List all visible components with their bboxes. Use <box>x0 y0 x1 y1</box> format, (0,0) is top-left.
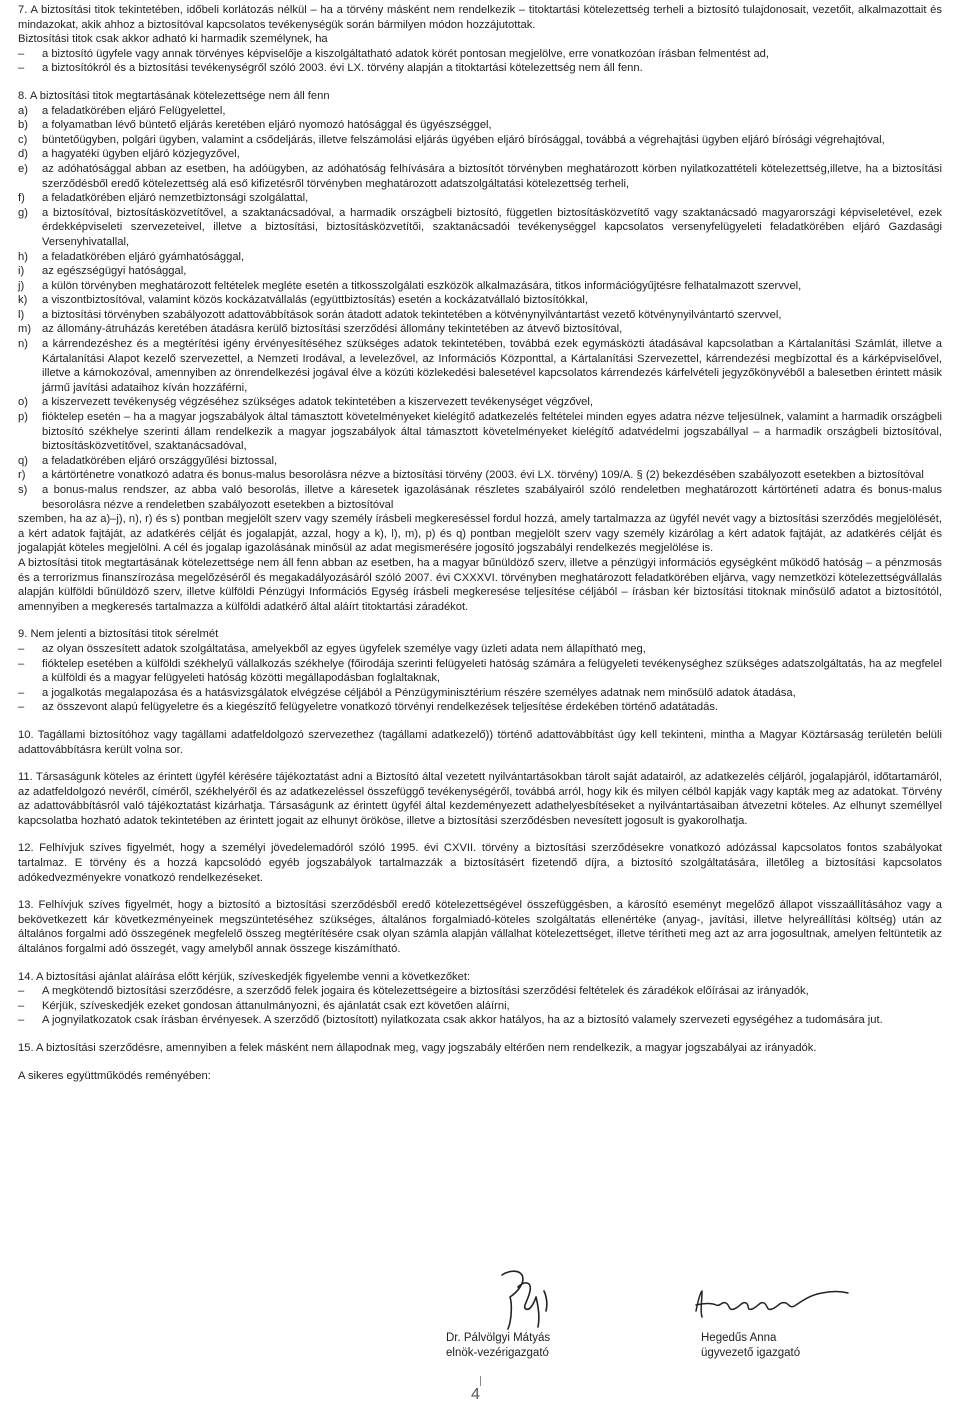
signature-area <box>0 1257 924 1367</box>
signature-1-image <box>488 1263 568 1333</box>
section-9-title: 9. Nem jelenti a biztosítási titok sérelmét <box>18 628 219 641</box>
section-11: 11. Társaságunk köteles az érintett ügyfél kérésére tájékoztatást adni a Biztosító által vezetett nyilvántartásokban tárolt saját adatairól, az adatkezelés céljáról, jogalapjáról, időtartamáról, az adatfeldolgozó nevéről, címéről, székhelyéről és az adatkezeléssel összefüggő tevékenységéről, továbbá arról, hogy kik és milyen célból kapják vagy kapták meg az adatokat. Törvény az adattovábbításról való tájékoztatást kizárhatja. Társaságunk az érintett ügyfél által kezdeményezett adathelyesbítéseket a nyilvántartásaiban átvezetni köteles. Az elhunyt személlyel kapcsolatba hozható adatok tekintetében az érintett jogait az elhunyt örököse, illetve a biztosítási szerződésben nevesített jogosult is gyakorolhatja. <box>18 771 942 827</box>
signatory-1-name: Dr. Pálvölgyi Mátyás <box>446 1332 551 1344</box>
document-page <box>18 3 942 1083</box>
closing-text: A sikeres együttműködés reményében: <box>18 1069 211 1082</box>
section-14-title: 14. A biztosítási ajánlat aláírása előtt kérjük, szíveskedjék figyelembe venni a következőket: <box>18 970 471 983</box>
list-item: r) a kártörténetre vonatkozó adatra és bonus-malus besorolásra nézve a biztosítási törvény (2003. évi LX. törvény) 109/A. § (2) bekezdésében szabályozott esetekben a biztosítóval <box>18 469 924 482</box>
section-12: 12. Felhívjuk szíves figyelmét, hogy a személyi jövedelemadóról szóló 1995. évi CXVII. törvény a biztosítási szerződésekre vonatkozó adózással kapcsolatos fontos szabályokat tartalmaz. E törvény és a hozzá kapcsolódó egyéb jogszabályok tartalmazzák a biztosításért fizetendő díjra, a biztosító szolgáltatására, illetőleg a biztosítási kapcsolatos adókedvezményekre vonatkozó rendelkezéseket. <box>18 842 942 884</box>
list-item: – A megkötendő biztosítási szerződésre, a szerződő felek jogaira és kötelezettségeire a biztosítási szerződési feltételek és záradékok előírásai az irányadók, <box>18 985 809 998</box>
section-15: 15. A biztosítási szerződésre, amennyiben a felek másként nem állapodnak meg, vagy jogszabály eltérően nem rendelkezik, a magyar jogszabályai az irányadók. <box>18 1042 817 1054</box>
list-item: i) az egészségügyi hatósággal, <box>18 265 187 278</box>
list-item: n) a kárrendezéshez és a megtérítési igény érvényesítéséhez szükséges adatok tekintetében, továbbá ezek egymásközti átadásával kapcsolatban a Kártalanítási Számlát, illetve a Kártalanítási Alapot kezelő szervezettel, a Nemzeti Irodával, a levelezővel, az Információs Központtal, a Kártalanítási Szervezettel, kárrendezési megbízottal és a kárképviselővel, illetve a kárnokozóval, amennyiben az önrendelkezési jogával élve a közúti közlekedési balesetével kapcsolatos kárrendezés kárfelvételi jegyzőkönyvéből a balesetben érintett másik jármű javítási adataihoz kíván hozzáférni, <box>18 338 942 394</box>
list-item: l) a biztosítási törvényben szabályozott adattovábbítások során átadott adatok tekintetében a kötvénynyilvántartást vezető kötvénynyilvántartó szervvel, <box>18 308 782 321</box>
list-item: – a biztosító ügyfele vagy annak törvényes képviselője a kiszolgáltatható adatok körét pontosan megjelölve, erre vonatkozóan írásban felmentést ad, <box>18 47 770 60</box>
section-8-list <box>18 104 942 513</box>
list-item: a) a feladatkörében eljáró Felügyelettel, <box>18 104 226 117</box>
section-8-after-1: szemben, ha az a)–j), n), r) és s) pontban megjelölt szerv vagy személy írásbeli megkereséssel fordul hozzá, amely tartalmazza az ügyfél nevét vagy a biztosítási szerződés megjelölését, a kért adatok fajtáját, az adatkérés célját és jogalapját, azzal, hogy a k), l), m), p) és q) pontban megjelölt szerv vagy személy kizárólag a kért adatok fajtáját, az adatkérés célját és jogalapját köteles megjelölni. A cél és jogalap igazolásának minősül az adat megismerésére jogosító jogszabályi rendelkezés megjelölése is. <box>18 513 942 555</box>
list-item: j) a külön törvényben meghatározott feltételek megléte esetén a titkosszolgálati eszközök alkalmazására, titkos információgyűjtésre felhatalmazott szervvel, <box>18 279 802 292</box>
list-item: – Kérjük, szíveskedjék ezeket gondosan áttanulmányozni, és ajánlatát csak ezt követően aláírni, <box>18 999 510 1012</box>
page-number: 4 <box>471 1386 480 1403</box>
list-item: e) az adóhatósággal abban az esetben, ha adóügyben, az adóhatóság felhívására a biztosítót törvényben meghatározott körben nyilatkozattételi kötelezettség,illetve, ha a biztosítási szerződésből eredő kötelezettség alá eső kifizetésről törvényben meghatározott adatszolgáltatási kötelezettség terheli, <box>18 162 942 190</box>
signature-2-image <box>690 1281 855 1325</box>
list-item: – fióktelep esetében a külföldi székhelyű vállalkozás székhelye (főirodája szerinti felügyeleti hatóság számára a felügyeleti tevékenységhez szükséges adatszolgáltatás, ha az megfelel a külföldi és a magyar felügyeleti hatóság közötti megállapodásban foglaltaknak, <box>18 657 942 685</box>
signatory-2-name: Hegedűs Anna <box>701 1332 777 1344</box>
list-item: s) a bonus-malus rendszer, az abba való besorolás, illetve a káresetek igazolásának részletes szabályairól szóló rendeletben meghatározott kártörténeti adatra és bonus-malus besorolásra nézve a rendeletben szabályozott esetekben a biztosítóval <box>18 484 942 511</box>
list-item: f) a feladatkörében eljáró nemzetbiztonsági szolgálattal, <box>18 192 309 205</box>
list-item: – az olyan összesített adatok szolgáltatása, amelyekből az egyes ügyfelek személye vagy üzleti adata nem állapítható meg, <box>18 642 646 655</box>
list-item: q) a feladatkörében eljáró országgyűlési biztossal, <box>18 454 278 467</box>
section-8-after-2: A biztosítási titok megtartásának kötelezettsége nem áll fenn abban az esetben, ha a magyar bűnüldöző szerv, illetve a pénzügyi információs egységként működő hatóság – a pénzmosás és a terrorizmus finanszírozása megelőzéséről és megakadályozásáról szóló 2007. évi CXXXVI. törvényben meghatározott feladatkörében eljárva, vagy nemzetközi kötelezettségvállalás alapján külföldi bűnüldöző szerv, illetve külföldi Pénzügyi Információs Egység írásbeli megkeresése teljesítése céljából – írásban kér biztosítási titoknak minősülő adatot a biztosítótól, amennyiben a megkeresés tartalmazza a külföldi adatkérő által aláírt titoktartási záradékot. <box>18 556 942 613</box>
section-7-condition: Biztosítási titok csak akkor adható ki harmadik személynek, ha <box>18 33 328 46</box>
list-item: – A jognyilatkozatok csak írásban érvényesek. A szerződő (biztosított) nyilatkozata csak akkor hatályos, ha az a biztosító valamely szervezeti egységéhez a tudomására jut. <box>18 1014 883 1027</box>
list-item: b) a folyamatban lévő büntető eljárás keretében eljáró nyomozó hatósággal és ügyészséggel, <box>18 119 492 132</box>
list-item: h) a feladatkörében eljáró gyámhatósággal, <box>18 250 245 263</box>
list-item: o) a kiszervezett tevékenység végzéséhez szükséges adatok tekintetében a kiszervezett tevékenységet végzővel, <box>18 396 593 409</box>
list-item: g) a biztosítóval, biztosításközvetítővel, a szaktanácsadóval, a harmadik országbeli biztosító, független biztosításközvetítő vagy szaktanácsadó magyarországi képviseletével, ezek érdekképviseleti szervezeteivel, illetve a biztosítási, biztosításközvetítői, szaktanácsadói tevékenységgel kapcsolatos versenyfelügyeleti feladatkörében eljáró Gazdasági Versenyhivatallal, <box>18 206 942 248</box>
signatory-1-role: elnök-vezérigazgató <box>446 1347 549 1359</box>
section-13: 13. Felhívjuk szíves figyelmét, hogy a biztosító a biztosítási szerződésből eredő kötelezettségével összefüggésben, a károsító eseményt megelőző állapot visszaállításához vagy a bekövetkezett kár következményeinek megszüntetéséhez szükséges, általános forgalmiadó-köteles szolgáltatás ellenértéke (anyag-, javítási, illetve helyreállítási költség) után az általános forgalmi adó összegének megfelelő összeg megtérítésére csak olyan számla alapján vállalhat kötelezettséget, illetve térítheti meg azt az arra jogosultnak, amelyen feltüntetik az általános forgalmi adó összegét, vagy amelyből annak összege kiszámítható. <box>18 899 942 956</box>
list-item: – a jogalkotás megalapozása és a hatásvizsgálatok elvégzése céljából a Pénzügyminisztérium részére személyes adatnak nem minősülő adatok átadása, <box>18 686 796 699</box>
list-item: d) a hagyatéki ügyben eljáró közjegyzővel, <box>18 148 240 161</box>
signatory-2-role: ügyvezető igazgató <box>701 1347 801 1359</box>
page-number-divider <box>480 1376 481 1386</box>
list-item: – az összevont alapú felügyeletre és a kiegészítő felügyeletre vonatkozó törvényi rendelkezések teljesítése érdekében történő adatátadás. <box>18 701 719 714</box>
list-item: c) büntetőügyben, polgári ügyben, valamint a csődeljárás, illetve felszámolási eljárás ügyében eljáró bírósággal, továbbá a végrehajtási ügyben eljáró bírósági végrehajtóval, <box>18 133 885 146</box>
section-8-title: 8. A biztosítási titok megtartásának kötelezettsége nem áll fenn <box>18 89 330 102</box>
section-7-text: 7. A biztosítási titok tekintetében, időbeli korlátozás nélkül – ha a törvény másként nem rendelkezik – titoktartási kötelezettség terheli a biztosító tulajdonosait, vezetőit, alkalmazottait és mindazokat, akik ahhoz a biztosítóval kapcsolatos tevékenységük során bármilyen módon hozzájutottak. <box>18 4 942 31</box>
list-item: p) fióktelep esetén – ha a magyar jogszabályok által támasztott követelményeket kielégítő adatkezelés feltételei minden egyes adatra nézve teljesülnek, valamint a harmadik országbeli biztosító székhelye szerinti állam rendelkezik a magyar jogszabályok által támasztott követelményeket kielégítő adatvédelmi jogszabállyal – a harmadik országbeli biztosítóval, biztosításközvetítővel, szaktanácsadóval, <box>18 411 942 453</box>
list-item: k) a viszontbiztosítóval, valamint közös kockázatvállalás (együttbiztosítás) esetén a kockázatvállaló biztosítókkal, <box>18 294 588 307</box>
section-10: 10. Tagállami biztosítóhoz vagy tagállami adatfeldolgozó szervezethez (tagállami adatkezelő)) történő adattovábbítást úgy kell tekinteni, mintha a Magyar Köztársaság területén belüli adattovábbításra került volna sor. <box>18 728 942 756</box>
list-item: – a biztosítókról és a biztosítási tevékenységről szóló 2003. évi LX. törvény alapján a titoktartási kötelezettség nem áll fenn. <box>18 62 643 75</box>
list-item: m) az állomány-átruházás keretében átadásra kerülő biztosítási szerződési állomány tekintetében az átvevő biztosítóval, <box>18 323 623 336</box>
